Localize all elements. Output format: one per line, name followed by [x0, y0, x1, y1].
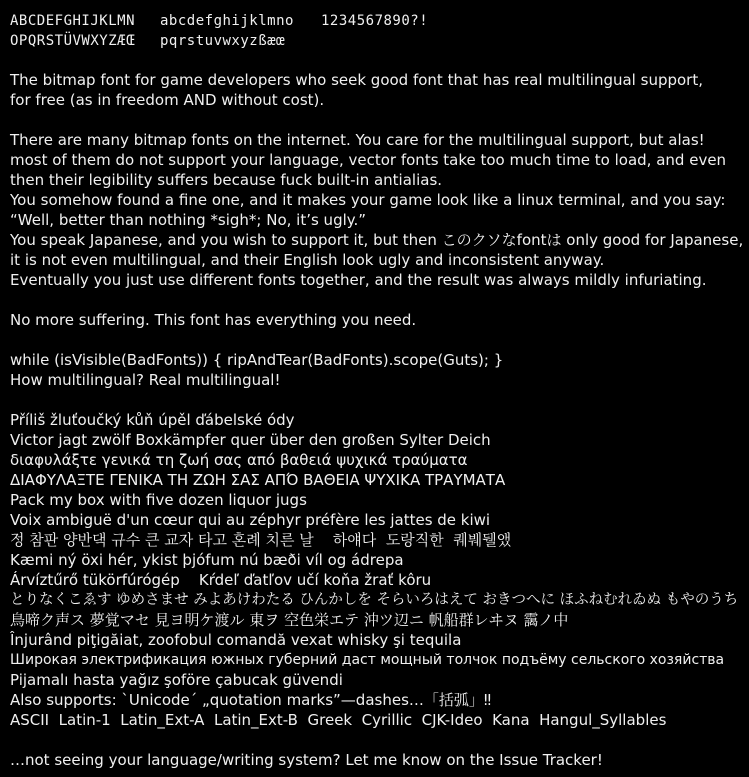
text-line: Широкая электрификация южных губерний даст мощный толчок подъёму сельского хозяйства	[10, 652, 725, 668]
text-line: 정 참판 양반댁 규수 큰 교자 타고 혼례 치른 날 하얘다 도랑직한 퀘붸뒐앴	[10, 531, 512, 549]
text-line: for free (as in freedom AND without cost).	[10, 91, 325, 109]
text-line: …not seeing your language/writing system? Let me know on the Issue Tracker!	[10, 751, 603, 769]
text-line: The bitmap font for game developers who seek good font that has real multilingual support,	[10, 71, 703, 89]
text-line: There are many bitmap fonts on the internet. You care for the multilingual support, but alas!	[10, 131, 705, 149]
uppercase-alphabet-line-1: ABCDEFGHIJKLMN	[10, 13, 136, 29]
text-line: とりなくこゑす ゆめさませ みよあけわたる ひんかしを そらいろはえて おきつへに ほふねむれゐぬ もやのうち	[10, 592, 739, 608]
text-line: Kæmi ný öxi hér, ykist þjófum nú bæði víl og ádrepa	[10, 551, 404, 569]
text-line: most of them do not support your language, vector fonts take too much time to load, and even	[10, 151, 727, 169]
text-line: ASCII Latin-1 Latin_Ext-A Latin_Ext-B Greek Cyrillic CJK-Ideo Kana Hangul_Syllables	[10, 711, 667, 729]
text-line: Also supports: `Unicode´ „quotation marks”—dashes…「括弧」‼	[10, 691, 492, 709]
text-line: it is not even multilingual, and their English look ugly and inconsistent anyway.	[10, 251, 605, 269]
text-line: Pack my box with five dozen liquor jugs	[10, 491, 307, 509]
lowercase-alphabet-line-1: abcdefghijklmno	[160, 13, 294, 29]
text-line: Înjurând piţigăiat, zoofobul comandă vexat whisky şi tequila	[10, 631, 462, 649]
uppercase-alphabet-line-2: OPQRSTÜVWXYZÆŒ	[10, 33, 136, 49]
text-line: Příliš žluťoučký kůň úpěl ďábelské ódy	[10, 411, 295, 429]
text-line: Victor jagt zwölf Boxkämpfer quer über den großen Sylter Deich	[10, 431, 491, 449]
text-line: No more suffering. This font has everything you need.	[10, 311, 417, 329]
text-line: Pijamalı hasta yağız şoföre çabucak güvendi	[10, 671, 343, 689]
text-line: while (isVisible(BadFonts)) { ripAndTear(BadFonts).scope(Guts); }	[10, 351, 504, 369]
text-line: Eventually you just use different fonts together, and the result was always mildly infuriating.	[10, 271, 707, 289]
text-line: Voix ambiguë d'un cœur qui au zéphyr préfère les jattes de kiwi	[10, 511, 491, 529]
lowercase-alphabet-line-2: pqrstuvwxyzßæœ	[160, 33, 286, 49]
text-line: “Well, better than nothing *sigh*; No, it’s ugly.”	[10, 211, 367, 229]
text-line: Árvíztűrő tükörfúrógép Kŕdeľ ďatľov učí koňa žrať kôru	[10, 571, 432, 589]
text-line: You speak Japanese, and you wish to support it, but then このクソなfontは only good for Japanese,	[10, 231, 744, 249]
text-line: ΔΙΑΦΥΛΑΞΤΕ ΓΕΝΙΚΑ ΤΗ ΖΩΗ ΣΑΣ ΑΠΌ ΒΑΘΕΙΑ ΨΥΧΙΚΑ ΤΡΑΥΜΑΤΑ	[10, 471, 506, 489]
text-line: διαφυλάξτε γενικά τη ζωή σας από βαθειά ψυχικά τραύματα	[10, 451, 468, 469]
text-line: You somehow found a fine one, and it makes your game look like a linux terminal, and you say:	[10, 191, 726, 209]
text-line: then their legibility suffers because fuck built-in antialias.	[10, 171, 443, 189]
digits-line: 1234567890?!	[321, 13, 429, 29]
text-line: How multilingual? Real multilingual!	[10, 371, 281, 389]
text-line: 鳥啼ク声ス 夢覚マセ 見ヨ明ケ渡ル 東ヲ 空色栄エテ 沖ツ辺ニ 帆船群レヰヌ 靄ノ中	[10, 611, 569, 629]
